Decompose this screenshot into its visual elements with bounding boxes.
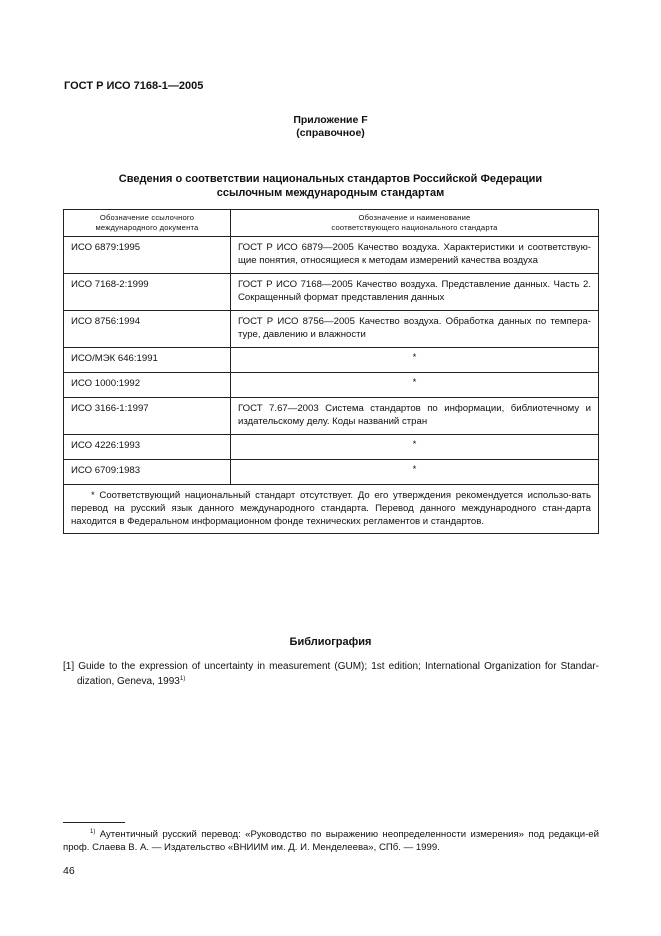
bibliography-entry-number: [1] xyxy=(63,661,75,672)
bibliography-title: Библиография xyxy=(289,636,372,648)
table-title-line1: Сведения о соответствии национальных стандартов Российской Федерации xyxy=(118,173,543,185)
table-row xyxy=(64,373,599,398)
national-standard-cell: * xyxy=(231,460,599,485)
footnote xyxy=(63,826,599,854)
table-row xyxy=(64,311,599,348)
table-row xyxy=(64,274,599,311)
table-title xyxy=(0,172,661,200)
table-row xyxy=(64,435,599,460)
reference-code-cell: ИСО 3166-1:1997 xyxy=(64,398,231,435)
bibliography-entry-text: Guide to the expression of uncertainty in measurement (GUM); 1st edition; International Organization for Standar-dization, Geneva, 1993 xyxy=(77,661,599,687)
national-standard-cell: * xyxy=(231,373,599,398)
page-number: 46 xyxy=(63,865,75,877)
reference-code-cell: ИСО 6709:1983 xyxy=(64,460,231,485)
document-code: ГОСТ Р ИСО 7168-1—2005 xyxy=(64,80,204,92)
footnote-mark: 1) xyxy=(90,829,96,835)
reference-code-cell: ИСО 8756:1994 xyxy=(64,311,231,348)
correspondence-table xyxy=(63,209,599,534)
reference-code-cell: ИСО 6879:1995 xyxy=(64,237,231,274)
national-standard-cell: * xyxy=(231,348,599,373)
appendix-subtitle: (справочное) xyxy=(296,127,365,139)
national-standard-cell: ГОСТ Р ИСО 6879—2005 Качество воздуха. Характеристики и соответствую-щие понятия, относящиеся к методам измерений качества воздуха xyxy=(231,237,599,274)
appendix-title: Приложение F xyxy=(293,114,368,126)
national-standard-cell: ГОСТ Р ИСО 8756—2005 Качество воздуха. Обработка данных по темпера-туре, давлению и влажности xyxy=(231,311,599,348)
national-standard-cell: ГОСТ 7.67—2003 Система стандартов по информации, библиотечному и издательскому делу. Коды названий стран xyxy=(231,398,599,435)
table-note: * Соответствующий национальный стандарт отсутствует. До его утверждения рекомендуется использо-вать перевод на русский язык данного международного стандарта. Перевод данного международного стан-дарта находится в Федеральном информационном фонде технических регламентов и стандартов. xyxy=(64,485,599,534)
footnote-text: Аутентичный русский перевод: «Руководство по выражению неопределенности измерения» под редакци-ей проф. Слаева В. А. — Издательство «ВНИИМ им. Д. И. Менделеева», СПб. — 1999. xyxy=(63,829,599,853)
appendix-heading xyxy=(0,114,661,140)
table-note-row xyxy=(64,485,599,534)
national-standard-cell: ГОСТ Р ИСО 7168—2005 Качество воздуха. Представление данных. Часть 2. Сокращенный формат представления данных xyxy=(231,274,599,311)
table-header-row xyxy=(64,210,599,237)
footnote-divider xyxy=(63,822,125,823)
column-header-national-standard: Обозначение и наименование соответствующего национального стандарта xyxy=(231,210,599,237)
table-title-line2: ссылочным международным стандартам xyxy=(216,187,445,199)
table-row xyxy=(64,398,599,435)
reference-code-cell: ИСО 7168-2:1999 xyxy=(64,274,231,311)
footnote-reference: 1) xyxy=(179,676,186,682)
bibliography-entry xyxy=(63,660,599,688)
column-header-reference-document: Обозначение ссылочного международного документа xyxy=(64,210,231,237)
national-standard-cell: * xyxy=(231,435,599,460)
reference-code-cell: ИСО 4226:1993 xyxy=(64,435,231,460)
table-row xyxy=(64,460,599,485)
table-row xyxy=(64,237,599,274)
reference-code-cell: ИСО 1000:1992 xyxy=(64,373,231,398)
reference-code-cell: ИСО/МЭК 646:1991 xyxy=(64,348,231,373)
table-row xyxy=(64,348,599,373)
